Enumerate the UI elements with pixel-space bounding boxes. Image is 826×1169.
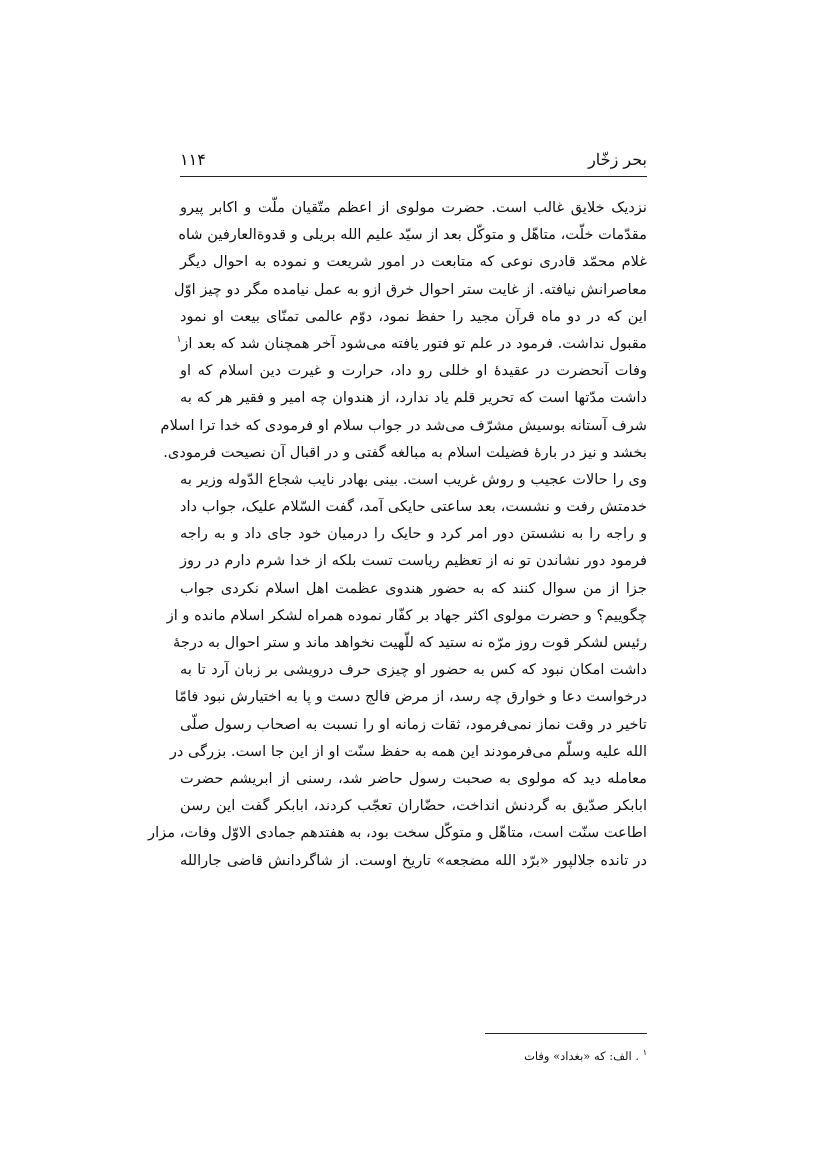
text-line: چگوییم؟ و حضرت مولوی اکثر جهاد بر کفّار نموده همراه لشکر اسلام مانده و از (166, 606, 647, 624)
text-line: و راجه را به نشستن دور امر کرد و حایک را درمیان خود جای داد و به راجه (180, 525, 647, 543)
text-line: بخشد و نیز در بارهٔ فضیلت اسلام به مبالغه گفتی و در اقبال آن نصیحت فرمودی. (163, 443, 647, 461)
text-line: مقدّمات خلّت، متاهّل و متوکّل بعد از سیّد علیم الله بریلی و قدوةالعارفین شاه (178, 226, 647, 244)
text-line: این که در دو ماه قرآن مجید را حفظ نمود، دوّم عالمی تمنّای بیعت او نمود (180, 307, 647, 325)
footnote (180, 1047, 647, 1065)
footnote-text: . الف: که «بغداد» وفات (524, 1049, 640, 1063)
text-line: وی را حالات عجیب و روش غریب است. بینی بهادر نایب شجاع الدّوله وزیر به (180, 470, 647, 488)
text-line: غلام محمّد قادری نوعی که متابعت در امور شریعت و نموده به احوال دیگر (180, 253, 647, 271)
footnote-number: ۱ (642, 1048, 647, 1058)
header-divider (180, 176, 647, 177)
text-line: تاخیر در وقت نماز نمی‌فرمود، ثقات زمانه او را نسبت به اصحاب رسول صلّی (180, 715, 647, 733)
header-title: بحر زخّار (588, 150, 647, 169)
text-line: جزا از من سوال کنند که به حضور هندوی عظمت اهل اسلام نکردی جواب (180, 579, 647, 597)
text-line: وفات آنحضرت در عقیدهٔ او خللی رو داد، حرارت و غیرت دین اسلام که او (180, 362, 647, 380)
text-line: فرمود دور نشاندن تو نه از تعظیم ریاست تست بلکه از خدا شرم دارم در روز (180, 552, 647, 570)
text-line: در تانده جلالپور «برّد الله مضجعه» تاریخ اوست. از شاگردانش قاضی جارالله (180, 851, 647, 869)
text-line: داشت مدّتها است که تحریر قلم یاد ندارد، از هندوان چه امیر و فقیر هر که به (180, 389, 647, 407)
text-line-content: مقبول نداشت. فرمود در علم تو فتور یافته می‌شود آخر همچنان شد که بعد از (181, 334, 647, 352)
text-line: الله علیه وسلّم می‌فرمودند این همه به حفظ سنّت او از این جا است. بزرگی در (169, 742, 647, 760)
text-line: ابابکر صدّیق به گردنش انداخت، حضّاران تعجّب کردند، ابابکر گفت این رسن (180, 797, 647, 815)
text-line: خدمتش رفت و نشست، بعد ساعتی حایکی آمد، گفت السّلام علیک، جواب داد (180, 498, 647, 516)
text-line: معامله دید که مولوی به صحبت رسول حاضر شد، رسنی از ابریشم حضرت (180, 769, 647, 787)
text-line-with-footnote (176, 330, 647, 357)
text-line: درخواست دعا و خوارق چه رسد، از مرض فالج دست و پا به اختیارش نبود فامّا (174, 688, 647, 706)
main-text (148, 194, 647, 874)
running-header (180, 148, 647, 172)
page-number: ۱۱۴ (180, 150, 206, 169)
text-line: شرف آستانه بوسیش مشرّف می‌شد در جواب سلام او فرمودی که خدا ترا اسلام (160, 416, 647, 434)
text-line: داشت امکان نبود که کس به حضور او چیزی حرف درویشی بر زبان آرد تا به (180, 661, 647, 679)
footnote-divider (485, 1033, 647, 1034)
text-line: اطاعت سنّت است، متاهّل و متوکّل سخت بود، به هفتدهم جمادی الاوّل وفات، مزار (148, 824, 647, 842)
footnote-marker: ۱ (176, 335, 182, 346)
text-line: معاصرانش نیافته. از غایت ستر احوال خرق ازو به عمل نیامده مگر دو چیز اوّل (173, 280, 647, 298)
text-line: رئیس لشکر قوت روز مرّه نه ستید که للّهیت نخواهد ماند و ستر احوال به درجهٔ (173, 634, 647, 651)
text-line: نزدیک خلایق غالب است. حضرت مولوی از اعظم متّقیان ملّت و اکابر پیرو (180, 199, 647, 216)
